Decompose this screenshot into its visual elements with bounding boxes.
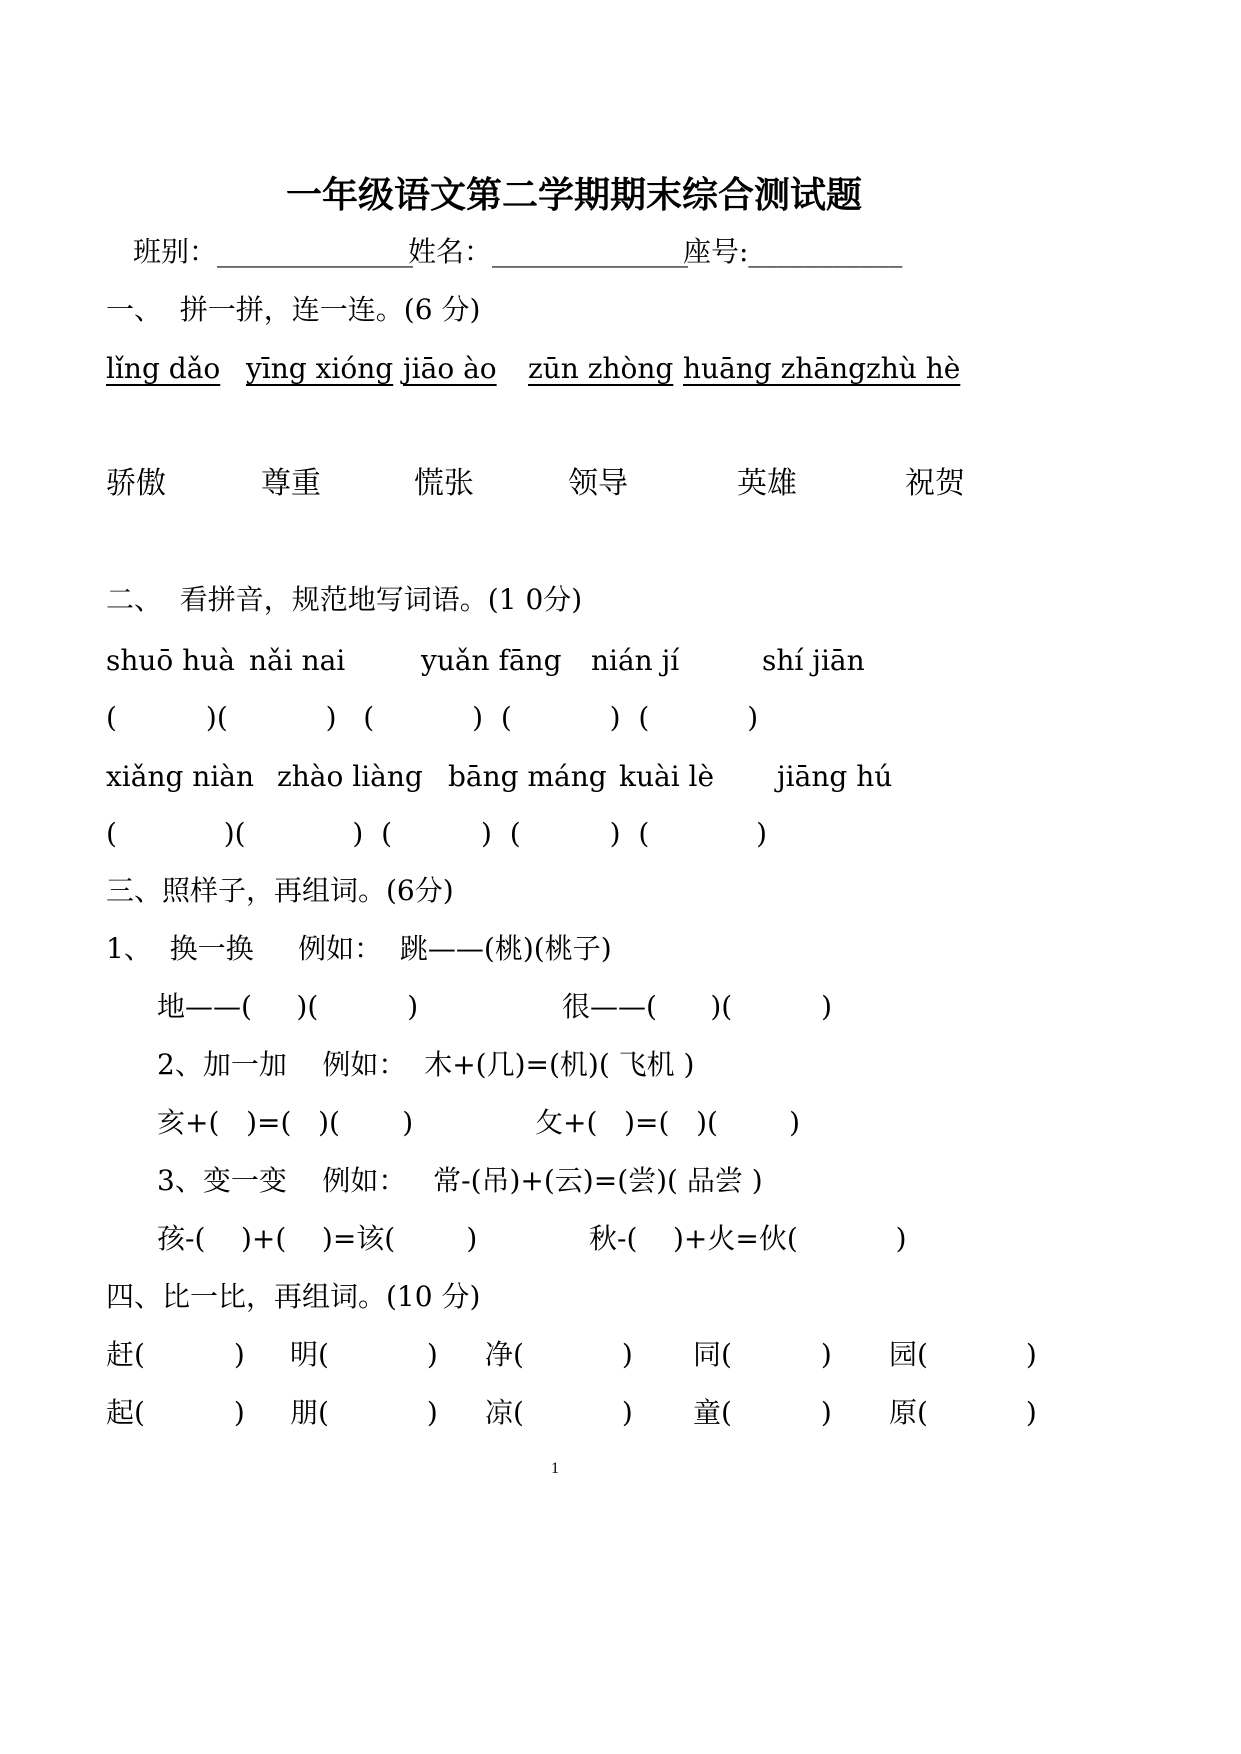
match-word: 领导 — [568, 466, 628, 501]
exercise-line[interactable]: 攵+( )=( )( ) — [535, 1106, 801, 1139]
example-line: 1、 换一换 例如： 跳——(桃)(桃子) — [106, 932, 612, 965]
compare-item[interactable]: 明( ) — [290, 1338, 438, 1371]
pinyin-prompt: shuō huà — [106, 644, 235, 677]
exercise-line[interactable]: 很——( )( ) — [562, 990, 833, 1023]
match-word: 祝贺 — [905, 466, 965, 501]
match-word: 慌张 — [414, 466, 474, 501]
pinyin-item: yīng xióng — [246, 352, 394, 385]
compare-item[interactable]: 朋( ) — [290, 1396, 438, 1429]
match-word: 骄傲 — [106, 466, 166, 501]
compare-item[interactable]: 同( ) — [693, 1338, 832, 1371]
pinyin-prompt: yuǎn fāng — [421, 644, 562, 677]
compare-item[interactable]: 赶( ) — [106, 1338, 245, 1371]
pinyin-item: huāng zhāng — [683, 352, 867, 385]
exercise-line[interactable]: 孩-( )+( )=该( ) — [157, 1222, 478, 1255]
compare-item[interactable]: 园( ) — [889, 1338, 1037, 1371]
pinyin-prompt: xiǎng niàn — [106, 760, 255, 793]
compare-item[interactable]: 起( ) — [106, 1396, 245, 1429]
pinyin-prompt: kuài lè — [619, 760, 715, 793]
answer-blanks[interactable]: ( )( ) ( ) ( ) ( ) — [106, 701, 759, 734]
section-2-heading: 二、 看拼音，规范地写词语。(1 0分) — [106, 583, 583, 616]
exercise-line[interactable]: 秋-( )+火=伙( ) — [589, 1222, 907, 1255]
example-line: 3、变一变 例如： 常-(吊)+(云)=(尝)( 品尝 ) — [157, 1164, 763, 1197]
exercise-line[interactable]: 亥+( )=( )( ) — [157, 1106, 414, 1139]
pinyin-prompt: jiāng hú — [777, 760, 893, 793]
compare-item[interactable]: 童( ) — [693, 1396, 832, 1429]
class-field[interactable]: 班别：______________ — [133, 235, 414, 268]
pinyin-prompt: nǎi nai — [249, 644, 346, 677]
example-line: 2、加一加 例如： 木+(几)=(机)( 飞机 ) — [157, 1048, 695, 1081]
page-title: 一年级语文第二学期期末综合测试题 — [286, 174, 863, 216]
pinyin-item: jiāo ào — [403, 352, 497, 385]
pinyin-item: zhù hè — [866, 352, 961, 385]
page-number: 1 — [551, 1460, 559, 1477]
compare-item[interactable]: 凉( ) — [485, 1396, 633, 1429]
compare-item[interactable]: 原( ) — [889, 1396, 1037, 1429]
name-field[interactable]: 姓名：______________ — [408, 235, 689, 268]
section-1-heading: 一、 拼一拼，连一连。(6 分) — [106, 293, 481, 326]
pinyin-prompt: bāng máng — [448, 760, 607, 793]
section-3-heading: 三、照样子，再组词。(6分) — [106, 874, 454, 907]
pinyin-prompt: nián jí — [591, 644, 680, 677]
match-word: 尊重 — [261, 466, 321, 501]
pinyin-prompt: shí jiān — [762, 644, 865, 677]
pinyin-item: zūn zhòng — [528, 352, 674, 385]
exercise-line[interactable]: 地——( )( ) — [157, 990, 419, 1023]
section-4-heading: 四、比一比，再组词。(10 分) — [106, 1280, 481, 1313]
pinyin-item: lǐng dǎo — [106, 352, 221, 385]
compare-item[interactable]: 净( ) — [485, 1338, 633, 1371]
answer-blanks[interactable]: ( )( ) ( ) ( ) ( ) — [106, 817, 768, 850]
pinyin-prompt: zhào liàng — [277, 760, 423, 793]
match-word: 英雄 — [737, 466, 797, 501]
seat-number-field[interactable]: 座号:___________ — [683, 235, 903, 268]
